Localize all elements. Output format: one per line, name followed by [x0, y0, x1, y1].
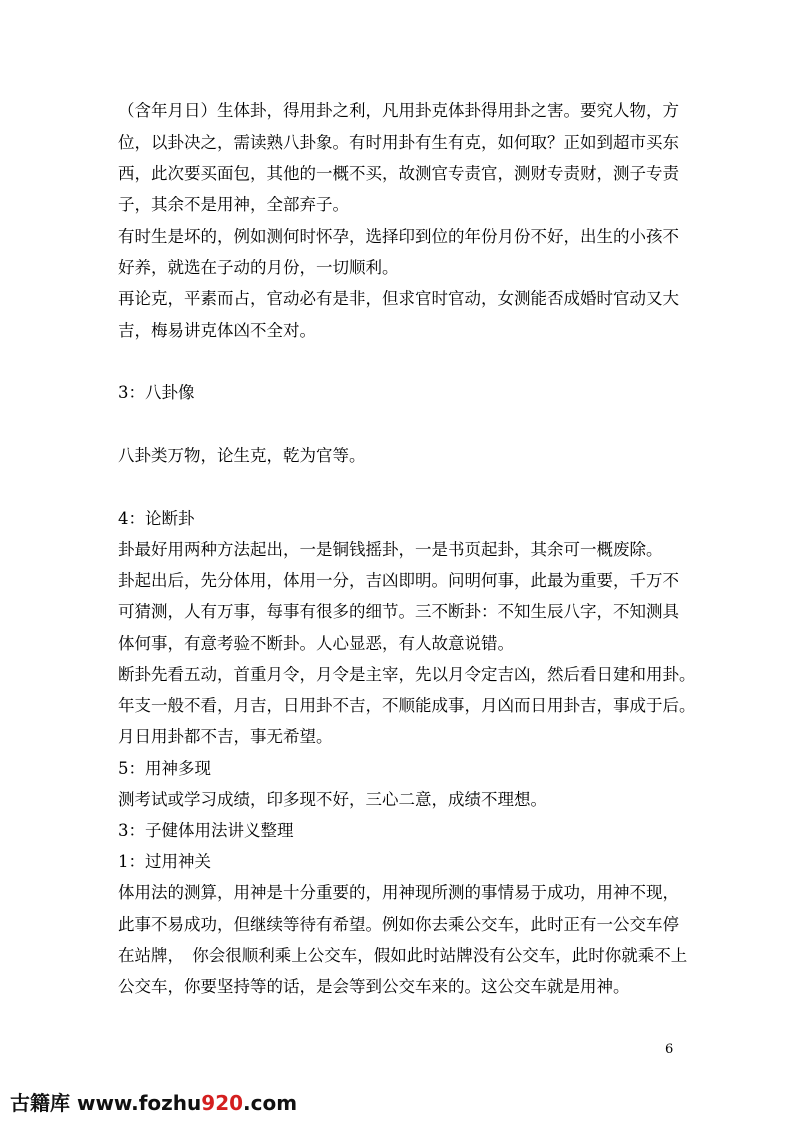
- paragraph-line: 西，此次要买面包，其他的一概不买，故测官专责官，测财专责财，测子专责: [118, 164, 679, 183]
- paragraph-line: 有时生是坏的，例如测何时怀孕，选择印到位的年份月份不好，出生的小孩不: [118, 227, 679, 246]
- footer-watermark: [10, 1090, 297, 1116]
- paragraph-line: 体用法的测算，用神是十分重要的，用神现所测的事情易于成功，用神不现，: [118, 883, 679, 902]
- paragraph-line: 八卦类万物，论生克，乾为官等。: [118, 446, 366, 465]
- paragraph-line: 公交车，你要坚持等的话，是会等到公交车来的。这公交车就是用神。: [118, 977, 630, 996]
- paragraph-line: 吉，梅易讲克体凶不全对。: [118, 321, 316, 340]
- section-heading: 1：过用神关: [118, 852, 211, 871]
- paragraph-line: 可猜测，人有万事，每事有很多的细节。三不断卦：不知生辰八字，不知测具: [118, 602, 679, 621]
- paragraph-line: 体何事，有意考验不断卦。人心显恶，有人故意说错。: [118, 634, 514, 653]
- section-heading: 4：论断卦: [118, 509, 195, 528]
- footer-site-number: 920: [201, 1091, 244, 1115]
- paragraph-line: 此事不易成功，但继续等待有希望。例如你去乘公交车，此时正有一公交车停: [118, 915, 679, 934]
- paragraph-line: 再论克，平素而占，官动必有是非，但求官时官动，女测能否成婚时官动又大: [118, 289, 679, 308]
- paragraph-line: 测考试或学习成绩，印多现不好，三心二意，成绩不理想。: [118, 790, 547, 809]
- paragraph-line: 在站牌， 你会很顺利乘上公交车，假如此时站牌没有公交车，此时你就乘不上: [118, 946, 688, 965]
- footer-site-suffix: .com: [243, 1091, 298, 1115]
- footer-site-prefix: www.fozhu: [76, 1091, 202, 1115]
- paragraph-line: 断卦先看五动，首重月令，月令是主宰，先以月令定吉凶，然后看日建和用卦。: [118, 665, 696, 684]
- section-heading: 3：子健体用法讲义整理: [118, 821, 294, 840]
- paragraph-line: 卦起出后，先分体用，体用一分，吉凶即明。问明何事，此最为重要，千万不: [118, 571, 679, 590]
- section-heading: 3：八卦像: [118, 383, 195, 402]
- paragraph-line: 年支一般不看，月吉，日用卦不吉，不顺能成事，月凶而日用卦吉，事成于后。: [118, 696, 696, 715]
- paragraph-line: 月日用卦都不吉，事无希望。: [118, 727, 333, 746]
- paragraph-line: （含年月日）生体卦，得用卦之利，凡用卦克体卦得用卦之害。要究人物，方: [118, 101, 679, 120]
- paragraph-line: 好养，就选在子动的月份，一切顺利。: [118, 258, 399, 277]
- paragraph-line: 卦最好用两种方法起出，一是铜钱摇卦，一是书页起卦，其余可一概废除。: [118, 540, 663, 559]
- paragraph-line: 位，以卦决之，需读熟八卦象。有时用卦有生有克，如何取？正如到超市买东: [118, 133, 679, 152]
- page-number: 6: [665, 1042, 674, 1057]
- section-heading: 5：用神多现: [118, 759, 211, 778]
- paragraph-line: 子，其余不是用神，全部弃子。: [118, 195, 349, 214]
- footer-brand: 古籍库: [10, 1091, 70, 1115]
